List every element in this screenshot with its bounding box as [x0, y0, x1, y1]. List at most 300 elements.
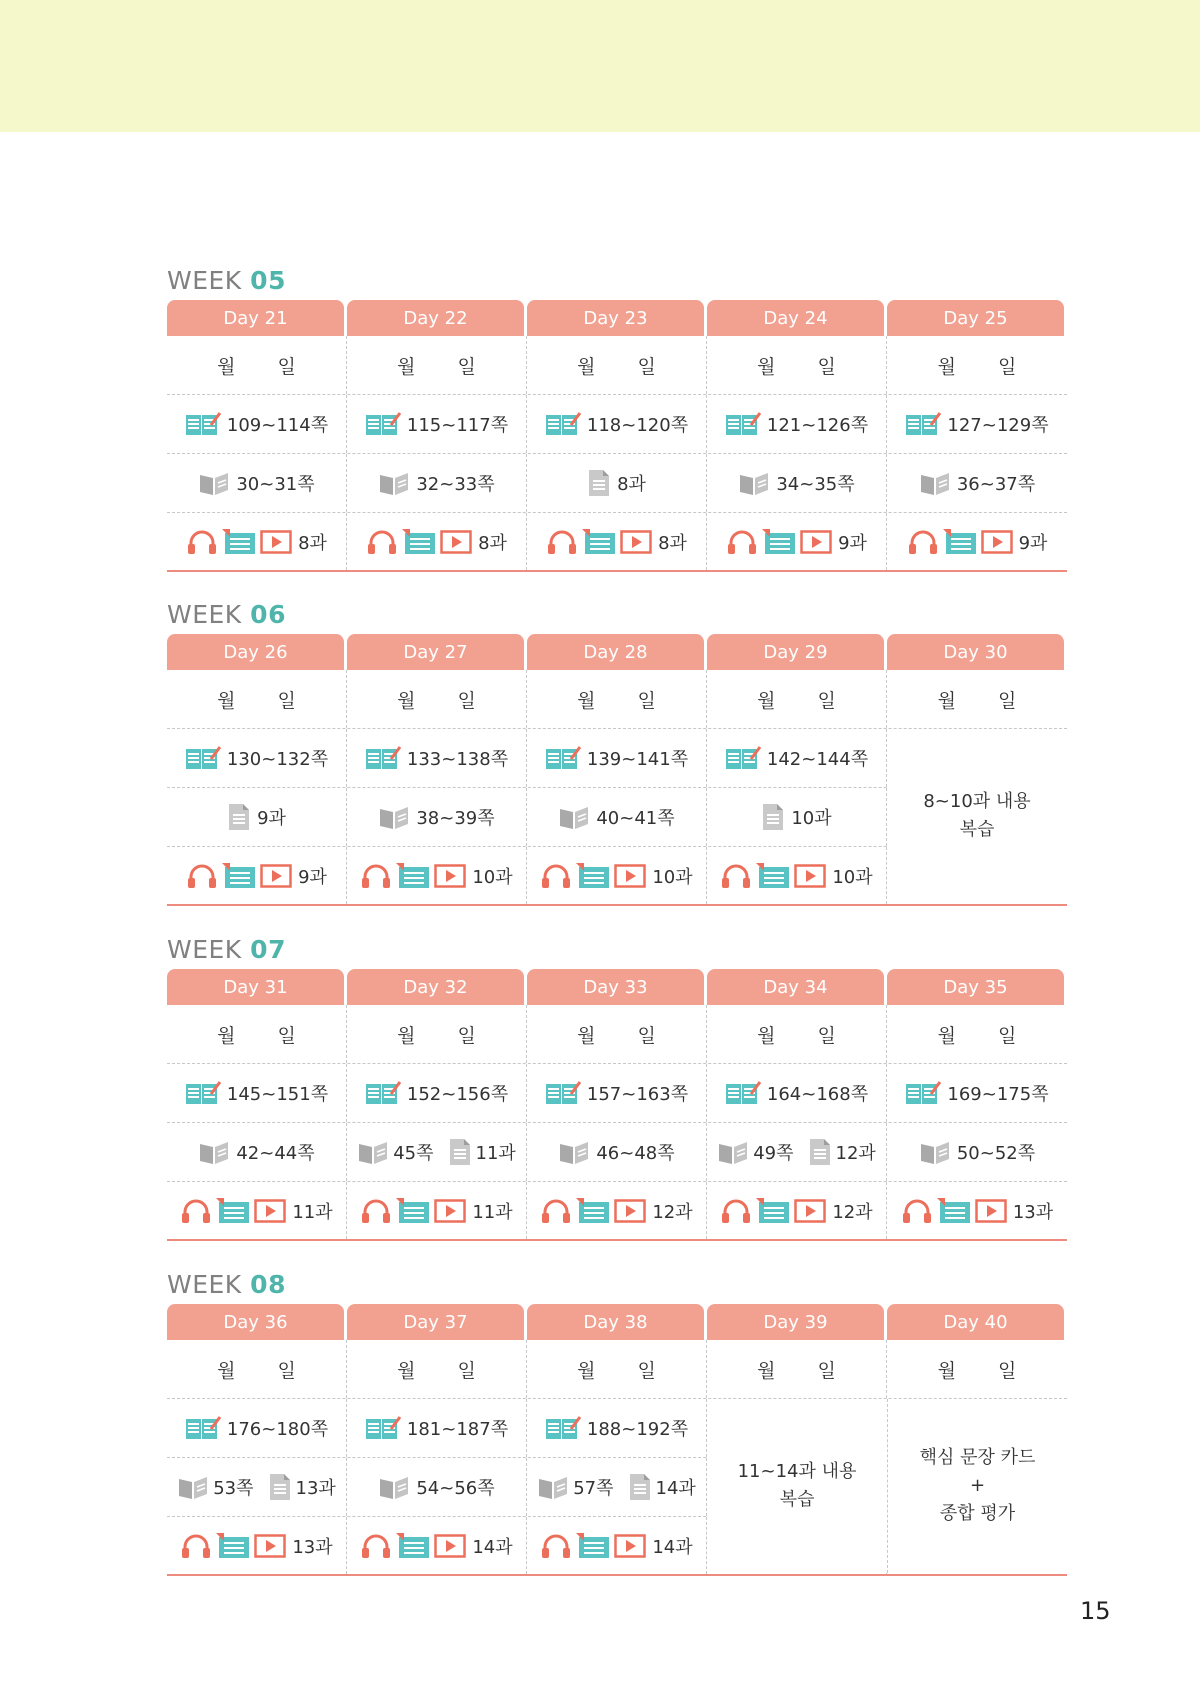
workbook-pages: 169~175쪽: [947, 1084, 1049, 1105]
reader-cell: [527, 788, 707, 846]
day-label: Day 26: [167, 634, 344, 670]
workbook-pages: 139~141쪽: [586, 749, 689, 770]
card-icon: [943, 529, 977, 555]
headphones-icon: [540, 863, 572, 889]
play-icon: [434, 1199, 466, 1223]
day-label-text: 일: [998, 1024, 1017, 1047]
day-label: Day 31: [167, 969, 344, 1005]
day-label-text: 일: [637, 1024, 656, 1047]
week-section: [167, 935, 1067, 1241]
media-cell: [887, 1182, 1067, 1239]
review-line: 11~14과 내용: [737, 1461, 857, 1482]
day-label: Day 33: [527, 969, 704, 1005]
media-row: [167, 1182, 1067, 1241]
reader-cell: [527, 1458, 707, 1516]
week-section: [167, 266, 1067, 572]
workbook-pages: 188~192쪽: [586, 1419, 689, 1440]
media-lesson: 13과: [292, 1536, 333, 1558]
day-label-text: 일: [817, 689, 836, 712]
headphones-icon: [186, 529, 218, 555]
media-cell: [527, 1182, 707, 1239]
play-icon: [260, 864, 292, 888]
day-label: Day 28: [527, 634, 704, 670]
media-lesson: 8과: [478, 532, 507, 554]
book-icon: [919, 470, 951, 496]
week-prefix: WEEK: [167, 266, 242, 295]
workbook-cell: [887, 395, 1067, 453]
play-icon: [254, 1199, 286, 1223]
week-section: [167, 1270, 1067, 1576]
media-cell: [707, 513, 887, 570]
month-label: 월: [577, 355, 596, 378]
day-label-text: 일: [817, 1024, 836, 1047]
month-label: 월: [577, 689, 596, 712]
book-icon: [717, 1139, 749, 1165]
play-icon: [614, 864, 646, 888]
date-cell: [167, 1340, 347, 1398]
workbook-icon: [185, 411, 221, 437]
card-icon: [756, 863, 790, 889]
week-section: [167, 600, 1067, 906]
media-lesson: 9과: [1018, 532, 1048, 554]
workbook-row: [167, 395, 1067, 454]
reader-value: 54~56쪽: [416, 1478, 495, 1499]
workbook-cell: [887, 1064, 1067, 1122]
media-cell: [707, 847, 887, 904]
reader-value: 9과: [257, 808, 286, 829]
week-prefix: WEEK: [167, 1270, 242, 1299]
card-icon: [756, 1198, 790, 1224]
workbook-icon: [185, 1415, 221, 1441]
reader-row: [167, 454, 1067, 513]
workbook-icon: [725, 1080, 761, 1106]
day-label-text: 일: [637, 355, 656, 378]
media-cell: [167, 1517, 347, 1574]
month-label: 월: [757, 355, 776, 378]
media-lesson: 10과: [472, 866, 513, 888]
media-lesson: 8과: [658, 532, 687, 554]
media-cell: [347, 1182, 527, 1239]
day-label-text: 일: [457, 355, 476, 378]
review-line: 종합 평가: [939, 1503, 1016, 1524]
review-cell: [887, 729, 1067, 903]
workbook-cell: [167, 1399, 347, 1457]
date-row: [167, 1340, 1067, 1399]
reader-cell: [707, 454, 887, 512]
workbook-pages: 109~114쪽: [226, 415, 329, 436]
headphones-icon: [907, 529, 939, 555]
reader-value: 10과: [791, 808, 832, 829]
card-icon: [762, 529, 796, 555]
day-label: Day 29: [707, 634, 884, 670]
week-table: [167, 634, 1067, 906]
workbook-cell: [527, 729, 707, 787]
reader-value: 30~31쪽: [236, 474, 315, 495]
document-icon: [587, 469, 611, 497]
month-label: 월: [217, 1024, 236, 1047]
day-label: Day 21: [167, 300, 344, 336]
workbook-icon: [365, 411, 401, 437]
review-line: 복습: [959, 819, 995, 840]
day-label: Day 22: [347, 300, 524, 336]
review-line: 복습: [779, 1489, 815, 1510]
date-cell: [527, 336, 707, 394]
workbook-row: [167, 1064, 1067, 1123]
day-label: Day 25: [887, 300, 1064, 336]
reader-cell: [527, 1123, 707, 1181]
media-cell: [527, 847, 707, 904]
month-label: 월: [757, 1024, 776, 1047]
card-icon: [396, 1198, 430, 1224]
day-label-text: 일: [817, 355, 836, 378]
day-label: Day 40: [887, 1304, 1064, 1340]
date-cell: [887, 1340, 1067, 1398]
reader-cell: [167, 454, 347, 512]
workbook-icon: [185, 1080, 221, 1106]
reader-value: 57쪽: [573, 1478, 614, 1499]
reader-cell: [347, 1458, 527, 1516]
review-line: 8~10과 내용: [923, 791, 1031, 812]
workbook-pages: 127~129쪽: [947, 415, 1049, 436]
document-icon: [761, 803, 785, 831]
reader-value: 38~39쪽: [416, 808, 495, 829]
top-band: [0, 0, 1200, 132]
workbook-pages: 145~151쪽: [226, 1084, 329, 1105]
day-label-text: 일: [457, 1024, 476, 1047]
media-cell: [527, 513, 707, 570]
month-label: 월: [937, 1024, 956, 1047]
week-number: 07: [250, 935, 286, 964]
workbook-pages: 176~180쪽: [226, 1419, 329, 1440]
play-icon: [434, 864, 466, 888]
reader-value: 14과: [655, 1478, 696, 1499]
card-icon: [576, 1198, 610, 1224]
reader-row: [167, 1123, 1067, 1182]
month-label: 월: [397, 355, 416, 378]
week-title: [167, 266, 1067, 300]
date-cell: [887, 336, 1067, 394]
date-cell: [527, 1005, 707, 1063]
reader-cell: [887, 454, 1067, 512]
workbook-cell: [347, 1064, 527, 1122]
headphones-icon: [360, 1198, 392, 1224]
document-icon: [448, 1138, 472, 1166]
media-cell: [347, 847, 527, 904]
month-label: 월: [397, 1359, 416, 1382]
reader-cell: [167, 788, 347, 846]
play-icon: [260, 530, 292, 554]
month-label: 월: [577, 1359, 596, 1382]
date-cell: [707, 336, 887, 394]
workbook-pages: 152~156쪽: [406, 1084, 509, 1105]
headphones-icon: [180, 1198, 212, 1224]
workbook-cell: [527, 395, 707, 453]
media-lesson: 12과: [652, 1201, 693, 1223]
workbook-icon: [725, 745, 761, 771]
card-icon: [402, 529, 436, 555]
play-icon: [434, 1534, 466, 1558]
media-lesson: 14과: [472, 1536, 513, 1558]
day-label-text: 일: [277, 1359, 296, 1382]
week-title: [167, 600, 1067, 634]
day-label-text: 일: [277, 355, 296, 378]
media-lesson: 14과: [652, 1536, 693, 1558]
date-cell: [347, 1340, 527, 1398]
headphones-icon: [540, 1533, 572, 1559]
day-label: Day 30: [887, 634, 1064, 670]
headphones-icon: [366, 529, 398, 555]
week-number: 08: [250, 1270, 286, 1299]
play-icon: [440, 530, 472, 554]
workbook-pages: 130~132쪽: [226, 749, 329, 770]
month-label: 월: [937, 1359, 956, 1382]
media-cell: [887, 513, 1067, 570]
reader-value: 49쪽: [753, 1143, 794, 1164]
review-line: 핵심 문장 카드: [919, 1447, 1036, 1468]
day-label-text: 일: [457, 1359, 476, 1382]
reader-cell: [347, 454, 527, 512]
day-label: Day 37: [347, 1304, 524, 1340]
media-cell: [167, 847, 347, 904]
workbook-icon: [185, 745, 221, 771]
day-label-text: 일: [817, 1359, 836, 1382]
reader-value: 34~35쪽: [776, 474, 855, 495]
month-label: 월: [397, 689, 416, 712]
play-icon: [614, 1534, 646, 1558]
media-cell: [527, 1517, 707, 1574]
day-header-row: [167, 969, 1067, 1005]
book-icon: [198, 1139, 230, 1165]
day-label: Day 38: [527, 1304, 704, 1340]
date-cell: [527, 670, 707, 728]
card-icon: [396, 1533, 430, 1559]
headphones-icon: [360, 1533, 392, 1559]
workbook-pages: 115~117쪽: [406, 415, 509, 436]
book-icon: [919, 1139, 951, 1165]
reader-cell: [347, 788, 527, 846]
date-cell: [527, 1340, 707, 1398]
day-header-row: [167, 300, 1067, 336]
media-lesson: 12과: [832, 1201, 873, 1223]
media-lesson: 8과: [298, 532, 327, 554]
day-label: Day 23: [527, 300, 704, 336]
month-label: 월: [217, 1359, 236, 1382]
date-cell: [167, 1005, 347, 1063]
document-icon: [628, 1473, 652, 1501]
month-label: 월: [937, 689, 956, 712]
book-icon: [558, 804, 590, 830]
day-label-text: 일: [637, 1359, 656, 1382]
workbook-pages: 133~138쪽: [406, 749, 509, 770]
reader-value: 46~48쪽: [596, 1143, 675, 1164]
media-lesson: 9과: [838, 532, 867, 554]
workbook-icon: [545, 745, 581, 771]
week-number: 06: [250, 600, 286, 629]
reader-value: 13과: [295, 1478, 336, 1499]
headphones-icon: [540, 1198, 572, 1224]
card-icon: [222, 863, 256, 889]
month-label: 월: [217, 355, 236, 378]
reader-value: 42~44쪽: [236, 1143, 315, 1164]
reader-value: 50~52쪽: [956, 1143, 1036, 1164]
workbook-icon: [545, 411, 581, 437]
week-title: [167, 935, 1067, 969]
date-cell: [347, 670, 527, 728]
media-lesson: 10과: [832, 866, 873, 888]
workbook-icon: [545, 1080, 581, 1106]
media-cell: [167, 513, 347, 570]
reader-value: 40~41쪽: [596, 808, 675, 829]
media-cell: [167, 1182, 347, 1239]
card-icon: [582, 529, 616, 555]
date-cell: [887, 670, 1067, 728]
review-cell: [707, 1399, 887, 1573]
reader-value: 45쪽: [393, 1143, 434, 1164]
play-icon: [794, 864, 826, 888]
workbook-cell: [347, 395, 527, 453]
media-cell: [347, 1517, 527, 1574]
day-label-text: 일: [277, 1024, 296, 1047]
day-label: Day 24: [707, 300, 884, 336]
day-label: Day 32: [347, 969, 524, 1005]
book-icon: [537, 1474, 569, 1500]
headphones-icon: [546, 529, 578, 555]
headphones-icon: [180, 1533, 212, 1559]
week-table: [167, 1304, 1067, 1576]
week-number: 05: [250, 266, 286, 295]
card-icon: [396, 863, 430, 889]
week-table: [167, 969, 1067, 1241]
media-lesson: 11과: [292, 1201, 333, 1223]
play-icon: [800, 530, 832, 554]
date-row: [167, 336, 1067, 395]
week-table: [167, 300, 1067, 572]
day-label-text: 일: [998, 689, 1017, 712]
workbook-icon: [905, 1080, 941, 1106]
book-icon: [378, 804, 410, 830]
reader-cell: [347, 1123, 527, 1181]
card-icon: [222, 529, 256, 555]
week-prefix: WEEK: [167, 600, 242, 629]
headphones-icon: [726, 529, 758, 555]
headphones-icon: [720, 863, 752, 889]
workbook-pages: 157~163쪽: [586, 1084, 689, 1105]
day-label: Day 27: [347, 634, 524, 670]
media-cell: [347, 513, 527, 570]
play-icon: [794, 1199, 826, 1223]
card-icon: [576, 863, 610, 889]
date-cell: [347, 1005, 527, 1063]
media-lesson: 9과: [298, 866, 327, 888]
review-line: +: [969, 1475, 986, 1496]
workbook-cell: [707, 1064, 887, 1122]
day-header-row: [167, 1304, 1067, 1340]
media-lesson: 10과: [652, 866, 693, 888]
workbook-icon: [725, 411, 761, 437]
page-number: 15: [1080, 1597, 1111, 1625]
month-label: 월: [757, 1359, 776, 1382]
month-label: 월: [757, 689, 776, 712]
workbook-pages: 118~120쪽: [586, 415, 689, 436]
review-cell: [887, 1399, 1067, 1573]
day-label-text: 일: [998, 1359, 1017, 1382]
reader-value: 32~33쪽: [416, 474, 495, 495]
month-label: 월: [577, 1024, 596, 1047]
day-label: Day 36: [167, 1304, 344, 1340]
reader-value: 11과: [475, 1143, 516, 1164]
week-title: [167, 1270, 1067, 1304]
play-icon: [614, 1199, 646, 1223]
document-icon: [227, 803, 251, 831]
book-icon: [177, 1474, 209, 1500]
headphones-icon: [360, 863, 392, 889]
headphones-icon: [720, 1198, 752, 1224]
reader-cell: [707, 1123, 887, 1181]
day-label-text: 일: [277, 689, 296, 712]
workbook-cell: [527, 1399, 707, 1457]
workbook-cell: [347, 1399, 527, 1457]
date-cell: [167, 336, 347, 394]
workbook-icon: [545, 1415, 581, 1441]
date-cell: [347, 336, 527, 394]
media-cell: [707, 1182, 887, 1239]
reader-value: 36~37쪽: [956, 474, 1036, 495]
day-header-row: [167, 634, 1067, 670]
reader-value: 53쪽: [213, 1478, 254, 1499]
play-icon: [981, 530, 1013, 554]
workbook-cell: [707, 729, 887, 787]
card-icon: [216, 1198, 250, 1224]
day-label: Day 39: [707, 1304, 884, 1340]
book-icon: [738, 470, 770, 496]
workbook-icon: [365, 1080, 401, 1106]
date-cell: [707, 670, 887, 728]
headphones-icon: [901, 1198, 933, 1224]
month-label: 월: [217, 689, 236, 712]
date-cell: [167, 670, 347, 728]
date-row: [167, 670, 1067, 729]
day-label-text: 일: [637, 689, 656, 712]
reader-cell: [707, 788, 887, 846]
day-label: Day 35: [887, 969, 1064, 1005]
workbook-icon: [905, 411, 941, 437]
media-lesson: 13과: [1012, 1201, 1054, 1223]
media-lesson: 11과: [472, 1201, 513, 1223]
reader-value: 12과: [835, 1143, 876, 1164]
card-icon: [576, 1533, 610, 1559]
workbook-cell: [527, 1064, 707, 1122]
play-icon: [975, 1199, 1007, 1223]
document-icon: [268, 1473, 292, 1501]
workbook-cell: [167, 729, 347, 787]
book-icon: [357, 1139, 389, 1165]
reader-cell: [167, 1458, 347, 1516]
workbook-pages: 121~126쪽: [766, 415, 869, 436]
workbook-cell: [707, 395, 887, 453]
workbook-icon: [365, 1415, 401, 1441]
headphones-icon: [186, 863, 218, 889]
media-row: [167, 513, 1067, 572]
book-icon: [558, 1139, 590, 1165]
workbook-pages: 142~144쪽: [766, 749, 869, 770]
reader-cell: [167, 1123, 347, 1181]
day-label-text: 일: [998, 355, 1017, 378]
workbook-cell: [347, 729, 527, 787]
week-prefix: WEEK: [167, 935, 242, 964]
month-label: 월: [937, 355, 956, 378]
play-icon: [620, 530, 652, 554]
date-row: [167, 1005, 1067, 1064]
